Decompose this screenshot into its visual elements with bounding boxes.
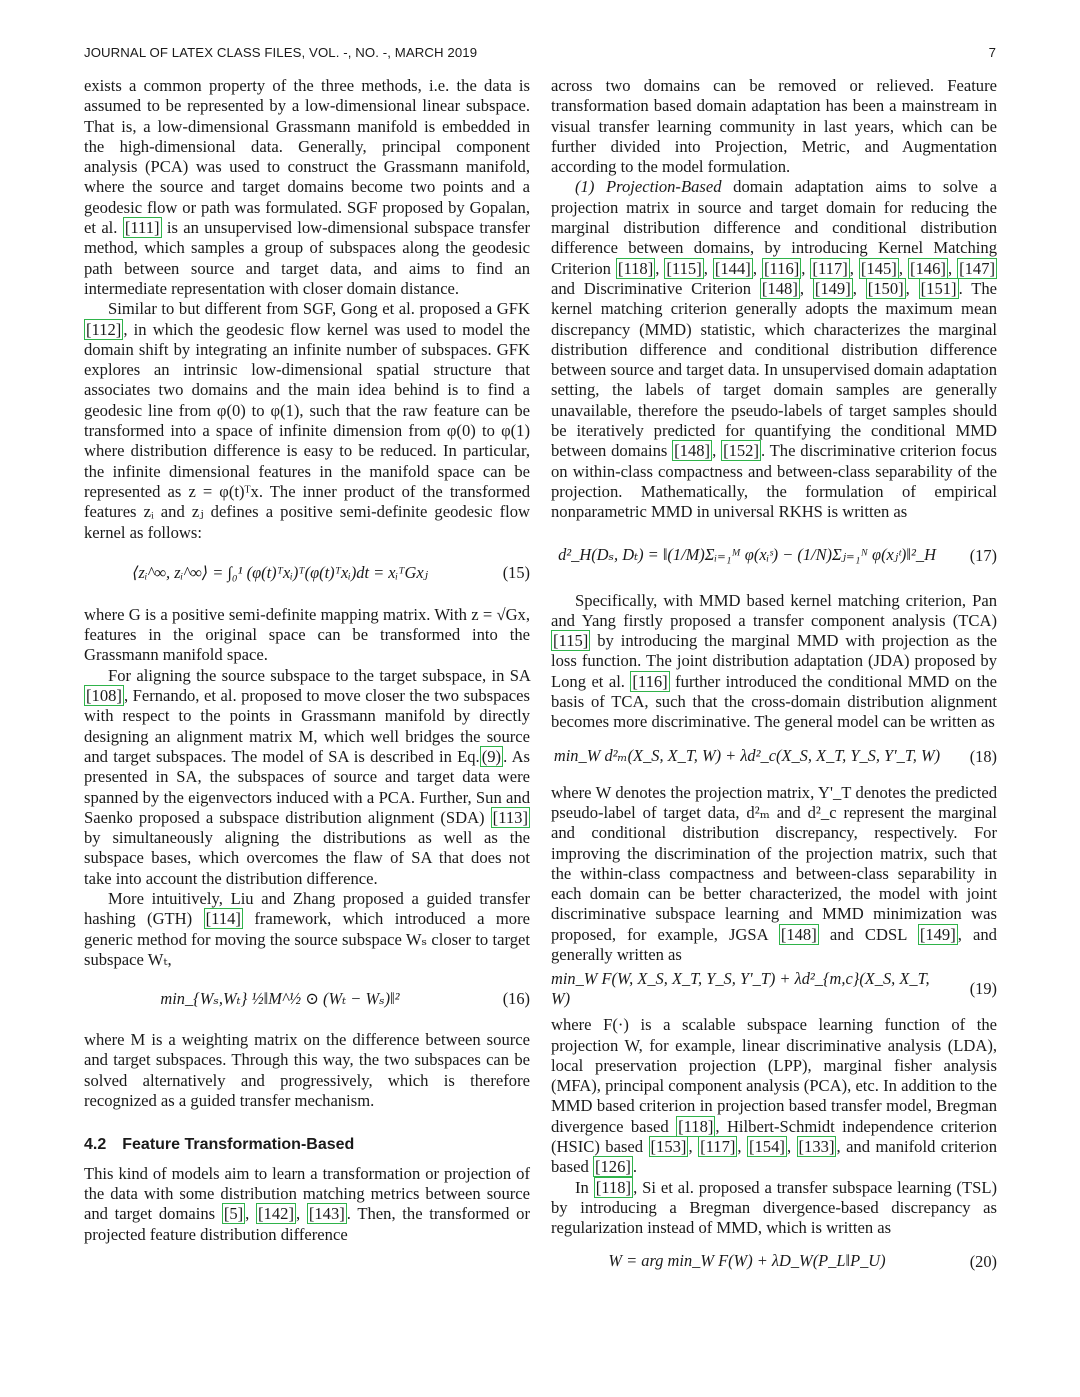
citation-link[interactable]: [147] bbox=[959, 258, 996, 278]
citation-link[interactable]: [116] bbox=[632, 671, 668, 691]
citation-link[interactable]: [116] bbox=[763, 258, 800, 278]
equation-number: (18) bbox=[969, 746, 997, 766]
equation-number: (15) bbox=[502, 562, 530, 582]
citation-link[interactable]: [114] bbox=[205, 909, 241, 929]
citation-link[interactable]: [143] bbox=[308, 1204, 345, 1224]
citation-link[interactable]: [148] bbox=[674, 441, 711, 461]
section-title: Feature Transformation-Based bbox=[122, 1136, 355, 1154]
equation-body: d²_H(Dₛ, Dₜ) = ‖(1/M)Σᵢ₌₁ᴹ φ(xᵢˢ) − (1/N)Σⱼ₌₁ᴺ φ(xⱼᵗ)‖²_H bbox=[558, 545, 936, 565]
paragraph: where M is a weighting matrix on the difference between source and target subspaces. Through this way, the two subspaces can be solved alternatively and progressively, which is therefore recognized as a guided transfer mechanism. bbox=[84, 1030, 530, 1111]
section-number: 4.2 bbox=[84, 1136, 107, 1154]
citation-link[interactable]: [144] bbox=[714, 258, 751, 278]
citation-link[interactable]: [5] bbox=[223, 1204, 244, 1224]
right-column bbox=[551, 76, 997, 1287]
citation-link[interactable]: [133] bbox=[798, 1137, 835, 1157]
equation-19 bbox=[551, 969, 997, 1009]
citation-link[interactable]: [153] bbox=[650, 1137, 687, 1157]
equation-body: min_{Wₛ,Wₜ} ½‖M^½ ⊙ (Wₜ − Wₛ)‖² bbox=[160, 989, 400, 1009]
paragraph: where G is a positive semi-definite mapping matrix. With z = √Gx, features in the original space can be transformed into the Grassmann manifold space. bbox=[84, 604, 530, 665]
journal-title: JOURNAL OF LATEX CLASS FILES, VOL. -, NO. -, MARCH 2019 bbox=[84, 45, 478, 60]
citation-link[interactable]: [118] bbox=[617, 258, 654, 278]
citation-link[interactable]: [148] bbox=[761, 278, 798, 298]
citation-link[interactable]: [151] bbox=[920, 278, 957, 298]
citation-link[interactable]: [154] bbox=[748, 1137, 785, 1157]
citation-link[interactable]: [149] bbox=[814, 278, 851, 298]
citation-link[interactable]: [115] bbox=[666, 258, 702, 278]
equation-number: (16) bbox=[502, 989, 530, 1009]
equation-16 bbox=[84, 974, 530, 1024]
citation-link[interactable]: [111] bbox=[124, 218, 160, 238]
paragraph: For aligning the source subspace to the target subspace, in SA [108] , Fernando, et al. proposed to move closer the two subspaces with respect to the points in Grassmann manifold by directly designing an alignment matrix M, which well bridges the source and target subspaces. The model of SA is described in Eq. (9) . As presented in SA, the subspaces of source and target data were spanned by the eigenvectors induced with a PCA. Further, Sun and Saenko proposed a subspace distribution alignment (SDA) [113] by simultaneously aligning the distributions as well as the subspace bases, which overcomes the flaw of SA that does not take into account the distribution difference. bbox=[84, 665, 531, 888]
citation-link[interactable]: [152] bbox=[723, 441, 760, 461]
equation-body: min_W d²ₘ(X_S, X_T, W) + λd²_c(X_S, X_T, Y_S, Y'_T, W) bbox=[553, 746, 941, 766]
left-column bbox=[84, 76, 530, 1245]
equation-number: (20) bbox=[969, 1251, 997, 1271]
paragraph: (1) Projection-Based domain adaptation aims to solve a projection matrix in source and target domain for reducing the marginal distribution difference and conditional distribution difference between domains, by introducing Kernel Matching Criterion [118] , [115] , [144] , [116] , [117] , [145] , [146] , [147] and Discriminative Criterion [148] , [149] , [150] , [151] . The kernel matching criterion generally adopts the maximum mean discrepancy (MMD) statistic, which characterizes the marginal distribution difference and conditional distribution difference between source and target data. In unsupervised domain adaptation setting, the labels of target domain samples are generally unavailable, therefore the pseudo-labels of target samples should be iteratively predicted for quantifying the conditional MMD between domains [148] , [152] . The discriminative criterion focus on within-class compactness and between-class separability of the projection. Mathematically, the formulation of empirical nonparametric MMD in universal RKHS is written as bbox=[551, 177, 998, 522]
paragraph: In [118] , Si et al. proposed a transfer subspace learning (TSL) by introducing a Bregman divergence-based discrepancy as regularization instead of MMD, which is written as bbox=[551, 1177, 997, 1238]
citation-link[interactable]: [146] bbox=[909, 258, 946, 278]
citation-link[interactable]: [126] bbox=[594, 1157, 631, 1177]
paragraph: across two domains can be removed or relieved. Feature transformation based domain adaptation has been a mainstream in visual transfer learning community in last years, which can be further divided into Projection, Metric, and Augmentation according to the model formulation. bbox=[551, 76, 997, 177]
paragraph: where F(·) is a scalable subspace learning function of the projection W, for example, linear discriminative analysis (LDA), local preservation projection (LPP), marginal fisher analysis (MFA), principal component analysis (PCA), etc. In addition to the MMD based criterion in projection based transfer model, Bregman divergence based [118] , Hilbert-Schmidt independence criterion (HSIC) based [153] , [117] , [154] , [133] , and manifold criterion based [126] . bbox=[551, 1015, 998, 1177]
paragraph: where W denotes the projection matrix, Y'_T denotes the predicted pseudo-label of target data, d²ₘ and d²_c represent the marginal and conditional distribution discrepancy, respectively. For improving the discrimination of the projection matrix, such that the within-class compactness and between-class separability in each domain can be better characterized, the model with joint discriminative subspace learning and MMD minimization was proposed, for example, JGSA [148] and CDSL [149] , and generally written as bbox=[551, 782, 997, 964]
citation-link[interactable]: [108] bbox=[86, 686, 122, 706]
equation-body: min_W F(W, X_S, X_T, Y_S, Y'_T) + λd²_{m,c}(X_S, X_T, W) bbox=[551, 968, 930, 1009]
equation-link[interactable]: (9) bbox=[481, 746, 502, 766]
citation-link[interactable]: [148] bbox=[780, 924, 817, 944]
paragraph: This kind of models aim to learn a transformation or projection of the data with some distribution matching metrics between source and target domains [5] , [142] , [143] . Then, the transformed or projected feature distribution difference bbox=[84, 1163, 530, 1244]
section-heading bbox=[84, 1135, 530, 1155]
equation-body: ⟨zᵢ^∞, zᵢ^∞⟩ = ∫₀¹ (φ(t)ᵀxᵢ)ᵀ(φ(t)ᵀxᵢ)dt = xᵢᵀGxⱼ bbox=[132, 562, 428, 582]
running-header bbox=[84, 45, 996, 67]
citation-link[interactable]: [117] bbox=[812, 258, 848, 278]
citation-link[interactable]: [118] bbox=[595, 1177, 632, 1197]
citation-link[interactable]: [112] bbox=[86, 319, 122, 339]
citation-link[interactable]: [150] bbox=[867, 278, 904, 298]
paragraph: Similar to but different from SGF, Gong et al. proposed a GFK [112] , in which the geodesic flow kernel was used to model the domain shift by integrating an infinite number of subspaces. GFK explores an intrinsic low-dimensional spatial structure that associates two domains and the main idea behind is to find a geodesic line from φ(0) to φ(1), such that the raw feature can be transformed into a space of infinite dimension from φ(0) to φ(1) where distribution difference is easy to be reduced. In particular, the infinite dimensional features in the manifold space can be represented as z = φ(t)ᵀx. The inner product of the transformed features zᵢ and zⱼ defines a positive semi-definite geodesic flow kernel as follows: bbox=[84, 299, 530, 542]
page-number: 7 bbox=[988, 45, 996, 60]
equation-number: (17) bbox=[969, 545, 997, 565]
equation-18 bbox=[551, 737, 997, 777]
citation-link[interactable]: [117] bbox=[700, 1137, 736, 1157]
equation-17 bbox=[551, 527, 997, 585]
equation-body: W = arg min_W F(W) + λD_W(P_L‖P_U) bbox=[608, 1251, 886, 1271]
citation-link[interactable]: [115] bbox=[553, 631, 589, 651]
citation-link[interactable]: [118] bbox=[678, 1116, 714, 1136]
citation-link[interactable]: [113] bbox=[492, 807, 528, 827]
citation-link[interactable]: [145] bbox=[860, 258, 897, 278]
paragraph: Specifically, with MMD based kernel matching criterion, Pan and Yang firstly proposed a transfer component analysis (TCA) [115] by introducing the marginal MMD with projection as the loss function. The joint distribution adaptation (JDA) proposed by Long et al. [116] further introduced the conditional MMD on the basis of TCA, such that the cross-domain distribution alignment becomes more discriminative. The general model can be written as bbox=[551, 590, 997, 732]
equation-number: (19) bbox=[969, 979, 997, 999]
citation-link[interactable]: [149] bbox=[919, 924, 956, 944]
equation-15 bbox=[84, 547, 530, 599]
equation-20 bbox=[551, 1243, 997, 1281]
paragraph: More intuitively, Liu and Zhang proposed a guided transfer hashing (GTH) [114] framework, which introduced a more generic method for moving the source subspace Wₛ closer to target subspace Wₜ, bbox=[84, 888, 530, 969]
citation-link[interactable]: [142] bbox=[258, 1204, 294, 1224]
paragraph: exists a common property of the three methods, i.e. the data is assumed to be represented by a low-dimensional linear subspace. That is, a low-dimensional Grassmann manifold is embedded in the high-dimensional data. Generally, principal component analysis (PCA) was used to construct the Grassmann manifold, where the source and target domains become two points and a geodesic flow or path was formulated. SGF proposed by Gopalan, et al. [111] is an unsupervised low-dimensional subspace transfer method, which samples a group of subspaces along the geodesic path between source and target data, and aims to find an intermediate representation with closer domain distance. bbox=[84, 76, 531, 298]
